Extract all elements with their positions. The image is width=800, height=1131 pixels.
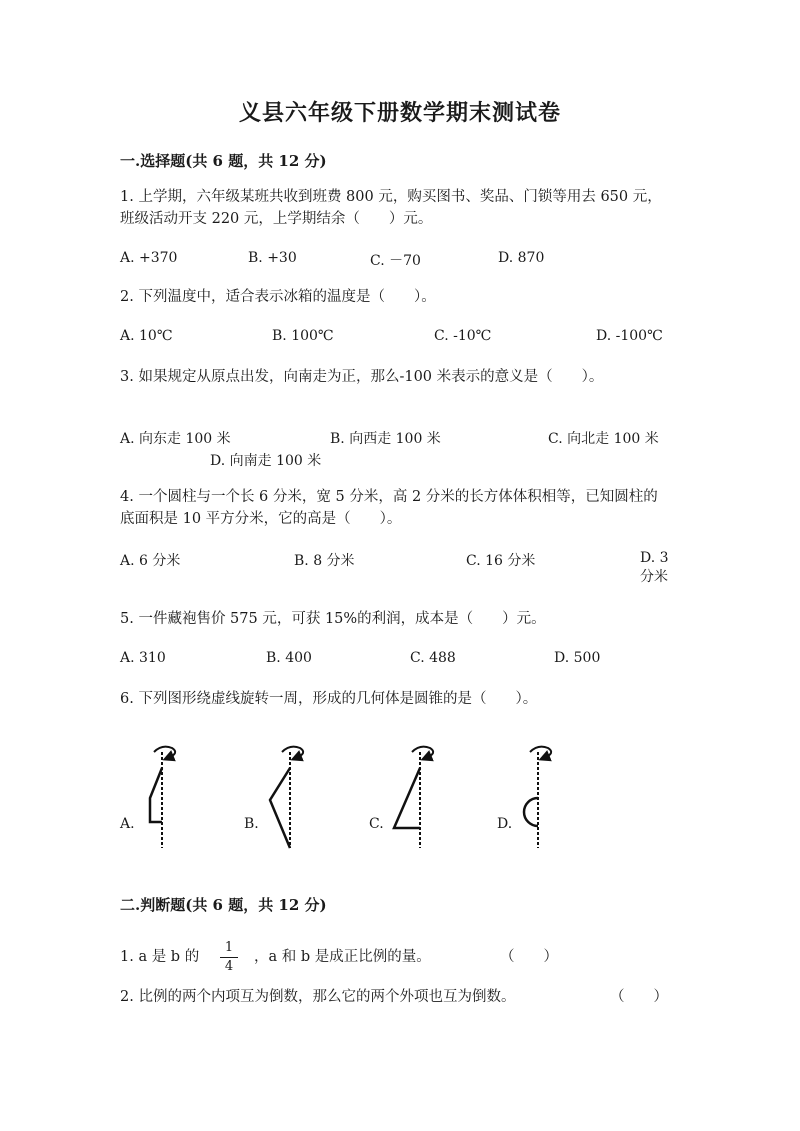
q6-option-d: D.	[497, 816, 513, 832]
question-3: 3. 如果规定从原点出发，向南走为正，那么-100 米表示的意义是（ ）。	[120, 369, 604, 385]
judgement-1-text-after: ，a 和 b 是成正比例的量。	[254, 949, 431, 965]
q1-option-b: B. +30	[248, 250, 297, 266]
question-6: 6. 下列图形绕虚线旋转一周，形成的几何体是圆锥的是（ ）。	[120, 691, 538, 707]
question-4: 4. 一个圆柱与一个长 6 分米，宽 5 分米，高 2 分米的长方体体积相等，已知圆柱的底面积是 10 平方分米，它的高是（ ）。	[120, 489, 658, 527]
question-1: 1. 上学期，六年级某班共收到班费 800 元，购买图书、奖品、门锁等用去 650 元，班级活动开支 220 元，上学期结余（ ）元。	[120, 189, 662, 227]
q5-option-d: D. 500	[554, 650, 601, 666]
q2-option-d: D. -100℃	[596, 328, 663, 344]
question-2: 2. 下列温度中，适合表示冰箱的温度是（ ）。	[120, 289, 436, 305]
q5-option-b: B. 400	[266, 650, 312, 666]
q3-option-c: C. 向北走 100 米	[548, 431, 659, 447]
judgement-1-answer-paren: （ ）	[500, 949, 558, 965]
figure-b-shape	[270, 747, 303, 848]
q6-option-c: C.	[369, 816, 384, 832]
question-5: 5. 一件藏袍售价 575 元，可获 15%的利润，成本是（ ）元。	[120, 611, 546, 627]
q4-option-b: B. 8 分米	[294, 553, 355, 569]
q3-option-b: B. 向西走 100 米	[330, 431, 441, 447]
q2-option-c: C. -10℃	[434, 328, 492, 344]
section-heading-judgement: 二.判断题(共 6 题，共 12 分)	[120, 896, 327, 914]
figure-a-shape	[150, 747, 175, 848]
q4-option-d: D. 3 分米	[640, 550, 669, 585]
q4-option-c: C. 16 分米	[466, 553, 536, 569]
fraction-denominator: 4	[224, 959, 234, 974]
judgement-2-answer-paren: （ ）	[610, 989, 668, 1005]
q2-option-b: B. 100℃	[272, 328, 334, 344]
q3-option-d: D. 向南走 100 米	[210, 453, 322, 469]
section-heading-choice: 一.选择题(共 6 题，共 12 分)	[120, 152, 327, 170]
judgement-2-text: 2. 比例的两个内项互为倒数，那么它的两个外项也互为倒数。	[120, 989, 516, 1005]
judgement-1-text-before: 1. a 是 b 的	[120, 949, 200, 965]
fraction-bar	[220, 957, 238, 958]
q6-option-a: A.	[120, 816, 135, 832]
q1-option-d: D. 870	[498, 250, 545, 266]
q5-option-a: A. 310	[120, 650, 166, 666]
q5-option-c: C. 488	[410, 650, 456, 666]
q1-option-a: A. +370	[120, 250, 178, 266]
q3-option-a: A. 向东走 100 米	[120, 431, 231, 447]
fraction-numerator: 1	[224, 940, 234, 955]
q4-option-a: A. 6 分米	[120, 553, 181, 569]
page-title: 义县六年级下册数学期末测试卷	[238, 100, 561, 126]
q2-option-a: A. 10℃	[120, 328, 173, 344]
figure-c-shape	[394, 747, 433, 848]
q1-option-c: C. －70	[370, 253, 421, 269]
fraction-one-quarter	[220, 940, 238, 975]
q6-figures	[110, 740, 580, 855]
q6-option-b: B.	[244, 816, 259, 832]
figure-d-shape	[524, 747, 551, 848]
